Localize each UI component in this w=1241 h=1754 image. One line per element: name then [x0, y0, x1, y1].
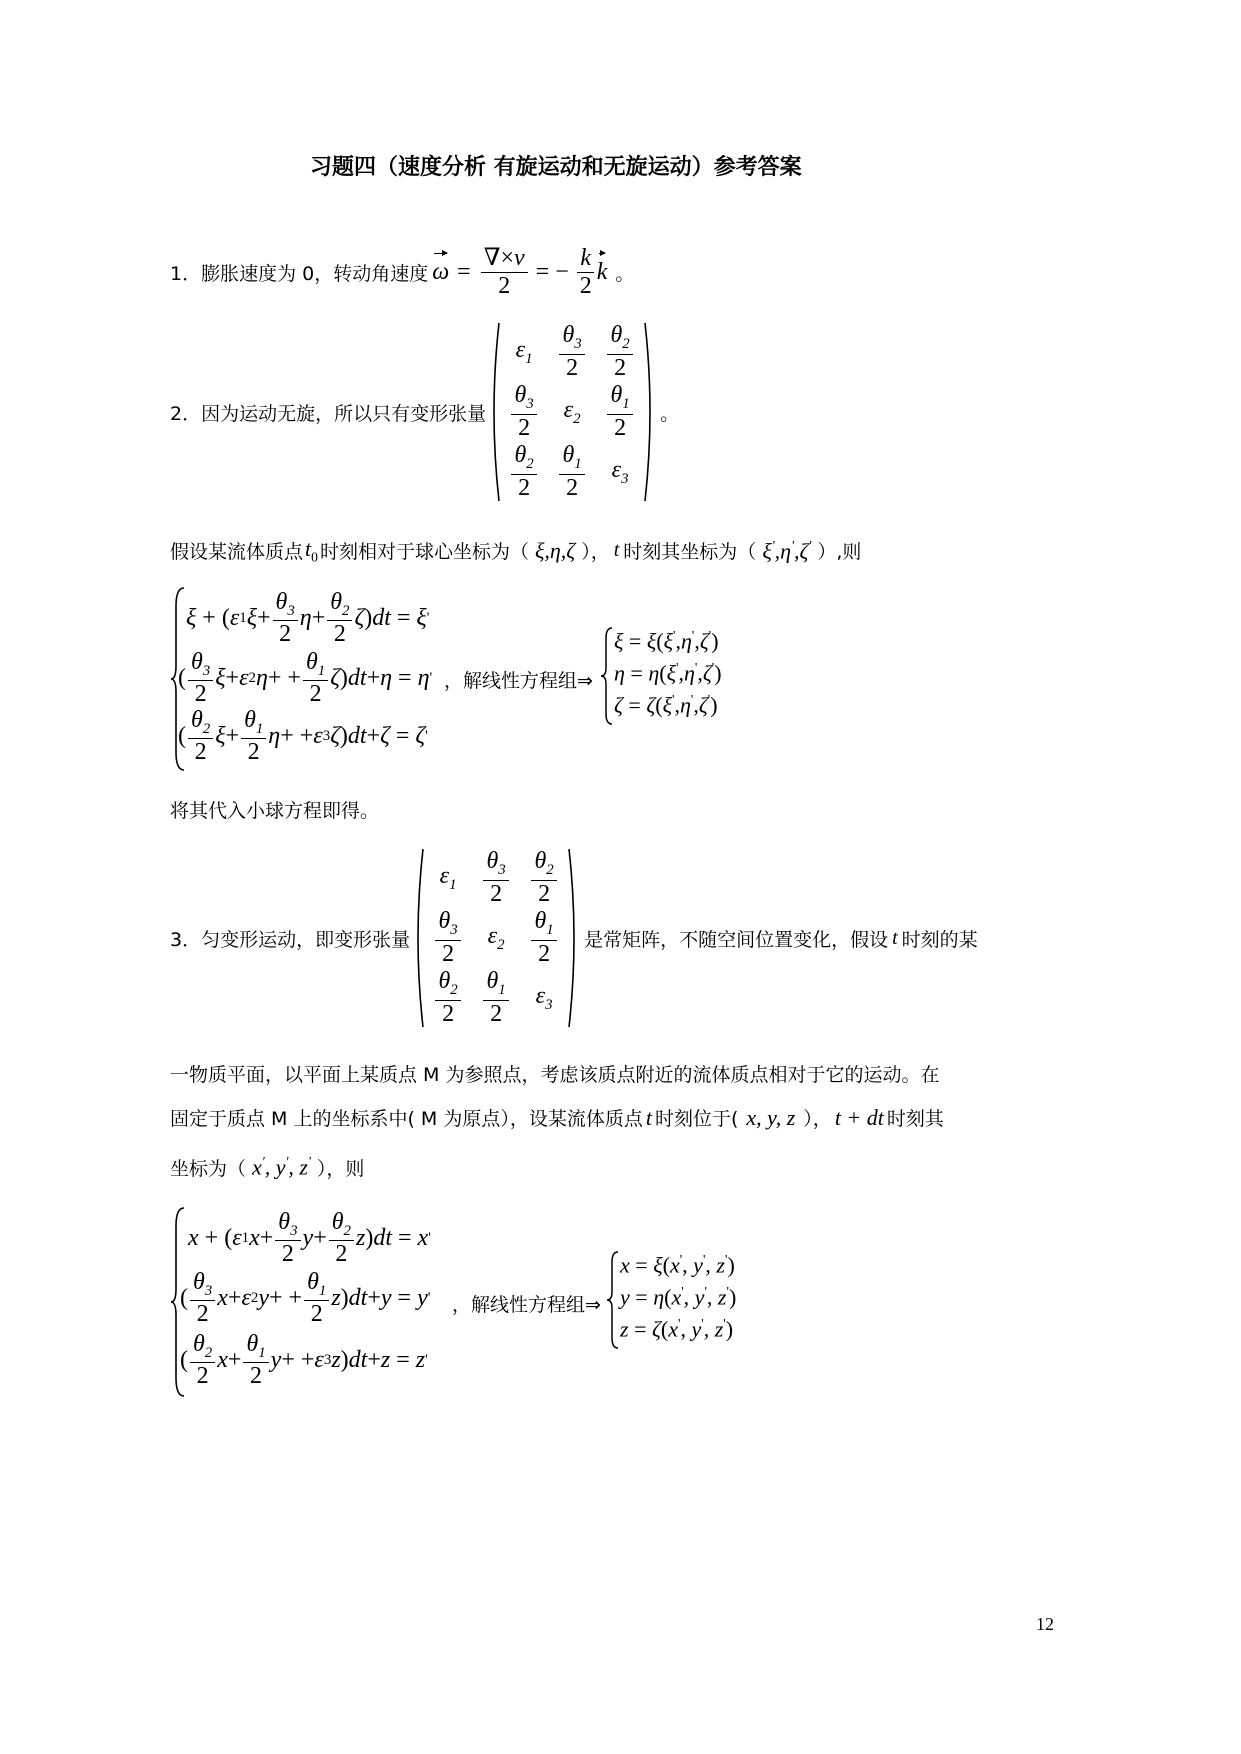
line3-text-b: 时刻位于(	[654, 1108, 739, 1130]
equation-2-3: ( $\frac{\theta_2}{2}$ x + $\frac{\theta_1}{2}$ y + + ε 3 z ) dt + z = z '	[180, 1331, 428, 1390]
problem-2	[170, 322, 679, 502]
solve-text-1: ，解线性方程组⇒	[444, 670, 593, 692]
problem-3-line-3	[170, 1104, 944, 1131]
assumption-text-c: ），	[581, 541, 610, 564]
equation-2-2: ( $\frac{\theta_3}{2}$ x + ε 2 y + + $\frac{\theta_1}{2}$ z ) dt + y = y '	[180, 1269, 431, 1328]
curl-fraction: $\frac{\nabla\times v}{2}$	[481, 246, 528, 299]
assumption-text-b: 时刻相对于球心坐标为（	[319, 541, 529, 564]
omega-symbol: ω	[432, 259, 450, 286]
xyz-prime: x', y', z'	[252, 1154, 311, 1180]
t0-symbol: $t_0$	[305, 536, 318, 565]
strain-tensor-matrix-1: $\varepsilon_1$ $\frac{\theta_3}{2}$ $\frac{\theta_2}{2}$ $\frac{\theta_3}{2}$ $\varepsilon_2$ $\frac{\theta_1}{2}$ $\frac{\theta_2}{2}$ $\frac{\theta_1}{2}$ $\varepsilon_3$	[488, 322, 656, 502]
problem-3-tail2: 时刻的某	[901, 928, 978, 951]
xyz-coords: x, y, z	[746, 1104, 796, 1130]
problem-1-end: 。	[615, 263, 635, 286]
problem-3-lead: 3．匀变形运动，即变形张量	[170, 928, 411, 951]
problem-3	[170, 848, 978, 1028]
line4-text-b: ），则	[316, 1158, 365, 1180]
t-symbol-2: t	[892, 926, 898, 949]
k-unit-vector: k	[596, 259, 608, 286]
substitution-text: 将其代入小球方程即得。	[170, 800, 380, 822]
assumption-text-a: 假设某流体质点	[170, 541, 304, 564]
problem-1-lead: 1．膨胀速度为 0，转动角速度	[170, 263, 429, 286]
problem-1	[170, 246, 634, 299]
strain-tensor-matrix-2: $\varepsilon_1$ $\frac{\theta_3}{2}$ $\frac{\theta_2}{2}$ $\frac{\theta_3}{2}$ $\varepsilon_2$ $\frac{\theta_1}{2}$ $\frac{\theta_2}{2}$ $\frac{\theta_1}{2}$ $\varepsilon_3$	[412, 848, 580, 1028]
solution-2-1: x = ξ(x', y', z')	[620, 1252, 735, 1278]
solution-1-1: ξ = ξ(ξ',η',ζ')	[614, 628, 719, 654]
page-number: 12	[1036, 1614, 1054, 1634]
t-plus-dt: t + dt	[834, 1104, 884, 1130]
solve-text-2: ，解线性方程组⇒	[452, 1294, 601, 1316]
t-symbol-3: t	[645, 1104, 652, 1130]
problem-2-end: 。	[660, 402, 680, 425]
right-brace-2	[606, 1250, 620, 1350]
problem-3-line-2: 一物质平面，以平面上某质点 M 为参照点，考虑该质点附近的流体质点相对于它的运动。在	[170, 1064, 940, 1086]
solution-2-2: y = η(x', y', z')	[620, 1284, 737, 1310]
k-fraction: $\frac{k}{2}$	[577, 246, 595, 299]
line4-text-a: 坐标为（	[170, 1158, 247, 1180]
equation-1-3: ( $\frac{\theta_2}{2}$ ξ + $\frac{\theta_1}{2}$ η + + ε 3 ζ ) dt + ζ = ζ '	[178, 707, 428, 766]
line3-text-d: 时刻其	[886, 1108, 944, 1130]
equation-2-1: x + ( ε 1 x + $\frac{\theta_3}{2}$ y + $\frac{\theta_2}{2}$ z ) dt = x '	[188, 1209, 431, 1268]
xi-eta-zeta: ξ,η,ζ	[534, 537, 576, 563]
equation-1-2: ( $\frac{\theta_3}{2}$ ξ + ε 2 η + + $\frac{\theta_1}{2}$ ζ ) dt + η = η '	[178, 649, 433, 708]
assumption-line	[170, 536, 861, 565]
line3-text-a: 固定于质点 M 上的坐标系中( M 为原点），设某流体质点	[170, 1108, 643, 1130]
equation-1-1: ξ + ( ε 1 ξ + $\frac{\theta_3}{2}$ η + $\frac{\theta_2}{2}$ ζ ) dt = ξ '	[186, 589, 430, 648]
xi-eta-zeta-prime: ξ',η',ζ'	[762, 537, 812, 563]
problem-3-line-4	[170, 1154, 364, 1181]
right-brace-1	[600, 626, 614, 726]
assumption-text-d: 时刻其坐标为（	[623, 541, 757, 564]
solution-2-3: z = ζ(x', y', z')	[620, 1316, 734, 1342]
t-symbol: t	[613, 539, 620, 562]
solution-1-3: ζ = ζ(ξ',η',ζ')	[614, 692, 718, 718]
solution-1-2: η = η(ξ',η',ζ')	[614, 660, 722, 686]
page-title: 习题四（速度分析 有旋运动和无旋运动）参考答案	[310, 155, 802, 180]
problem-2-lead: 2．因为运动无旋，所以只有变形张量	[170, 402, 487, 425]
line3-text-c: ），	[803, 1108, 832, 1130]
assumption-text-e: ）,则	[817, 541, 862, 564]
problem-3-tail: 是常矩阵，不随空间位置变化，假设	[584, 928, 889, 951]
angular-velocity-formula: ω = $\frac{\nabla\times v}{2}$ = − $\frac{k}{2}$ k	[432, 245, 608, 300]
